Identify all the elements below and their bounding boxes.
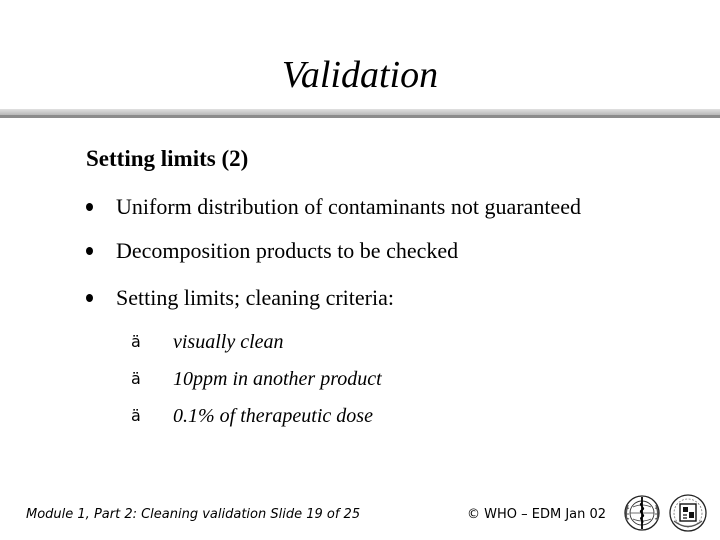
sub-bullet-item xyxy=(131,366,382,392)
arrow-icon: ä xyxy=(131,369,141,388)
sub-bullet-text: 0.1% of therapeutic dose xyxy=(173,405,373,427)
sub-bullet-item xyxy=(131,329,284,355)
bullet-dot-icon xyxy=(86,203,93,211)
sub-bullet-text: visually clean xyxy=(173,331,284,353)
bullet-dot-icon xyxy=(86,294,93,302)
footer-copyright: © WHO – EDM Jan 02 xyxy=(467,507,607,522)
slide-subtitle: Setting limits (2) xyxy=(86,146,249,171)
bullet-text: Setting limits; cleaning criteria: xyxy=(116,285,394,310)
who-logo-icon xyxy=(620,491,664,535)
footer-slide-info: Module 1, Part 2: Cleaning validation Slide 19 of 25 xyxy=(26,507,361,522)
bullet-item xyxy=(86,236,458,266)
bullet-text: Uniform distribution of contaminants not guaranteed xyxy=(116,194,581,219)
arrow-icon: ä xyxy=(131,406,141,425)
bullet-item xyxy=(86,192,581,222)
bullet-text: Decomposition products to be checked xyxy=(116,238,459,263)
bullet-dot-icon xyxy=(86,247,93,255)
sub-bullet-item xyxy=(131,403,373,429)
un-logo-icon xyxy=(666,491,710,535)
sub-bullet-text: 10ppm in another product xyxy=(173,368,382,390)
slide-title: Validation xyxy=(281,54,439,96)
title-rule xyxy=(0,115,720,118)
arrow-icon: ä xyxy=(131,332,141,351)
bullet-item xyxy=(86,283,394,313)
